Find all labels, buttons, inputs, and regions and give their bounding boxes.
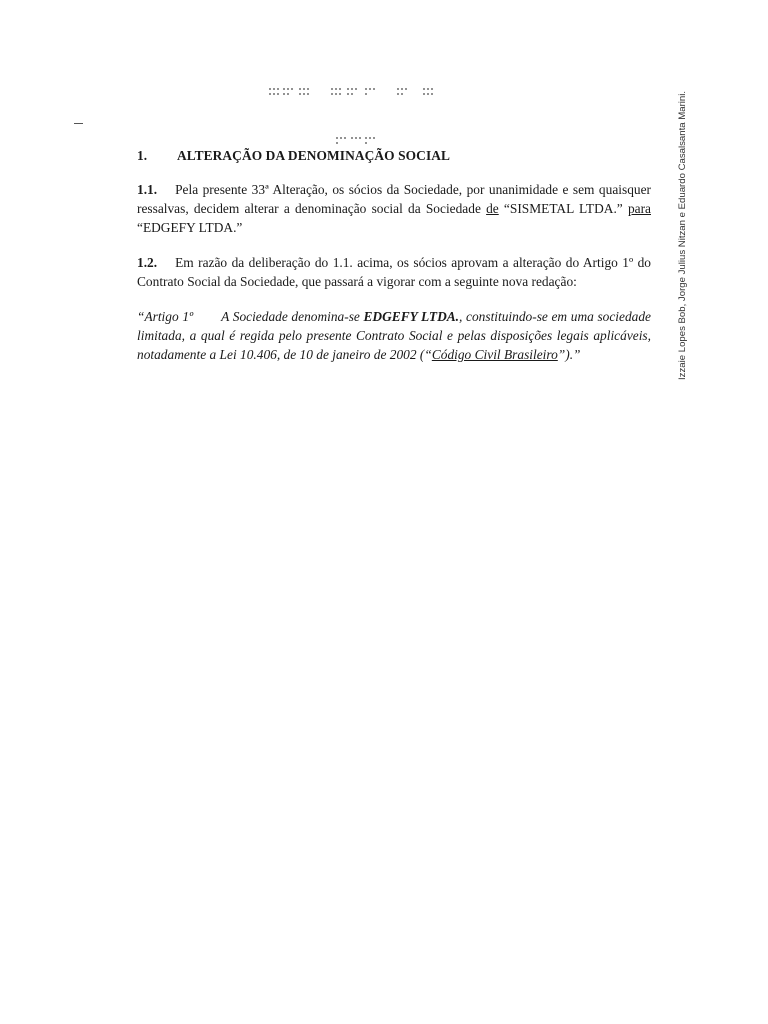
new-company-name: “EDGEFY LTDA.” bbox=[137, 220, 243, 235]
clause-1-1 bbox=[137, 180, 651, 237]
article-text: , constituindo-se em uma sociedade limitada, a qual é regida pelo presente Contrato Social e pelas disposições legais aplicáveis, notadamente a Lei 10.406, de 10 de janeiro de 2002 (“ bbox=[137, 309, 651, 362]
scan-artifact-dots bbox=[268, 86, 448, 102]
old-company-name: “SISMETAL LTDA.” bbox=[498, 201, 628, 216]
signatures-margin-text: Izzaie Lopes Bob, Jorge Julius Nitzan e Eduardo Casalsanta Marini. bbox=[677, 90, 688, 380]
article-text: A Sociedade denomina-se bbox=[221, 309, 364, 324]
clause-1-2 bbox=[137, 253, 651, 291]
underlined-word: para bbox=[627, 201, 651, 216]
clause-number: 1.1. bbox=[137, 182, 158, 197]
article-text: ”).” bbox=[557, 347, 581, 362]
article-company-name: EDGEFY LTDA. bbox=[363, 309, 460, 324]
underlined-word: de bbox=[486, 201, 499, 216]
clause-text: Em razão da deliberação do 1.1. acima, os sócios aprovam a alteração do Artigo 1º do Contrato Social da Sociedade, que passará a vigorar com a seguinte nova redação: bbox=[137, 255, 651, 289]
article-quote bbox=[137, 307, 651, 364]
section-heading bbox=[137, 146, 651, 165]
margin-mark bbox=[74, 123, 83, 124]
article-label: “Artigo 1º bbox=[137, 309, 194, 324]
civil-code-name: Código Civil Brasileiro bbox=[431, 347, 558, 362]
document-body bbox=[137, 146, 651, 364]
section-number: 1. bbox=[137, 148, 148, 163]
section-title: ALTERAÇÃO DA DENOMINAÇÃO SOCIAL bbox=[177, 148, 451, 163]
clause-text: Pela presente 33ª Alteração, os sócios da Sociedade, por unanimidade e sem quaisquer ressalvas, decidem alterar a denominação social da Sociedade bbox=[137, 182, 651, 216]
signatures-margin-note bbox=[676, 90, 690, 380]
clause-number: 1.2. bbox=[137, 255, 158, 270]
